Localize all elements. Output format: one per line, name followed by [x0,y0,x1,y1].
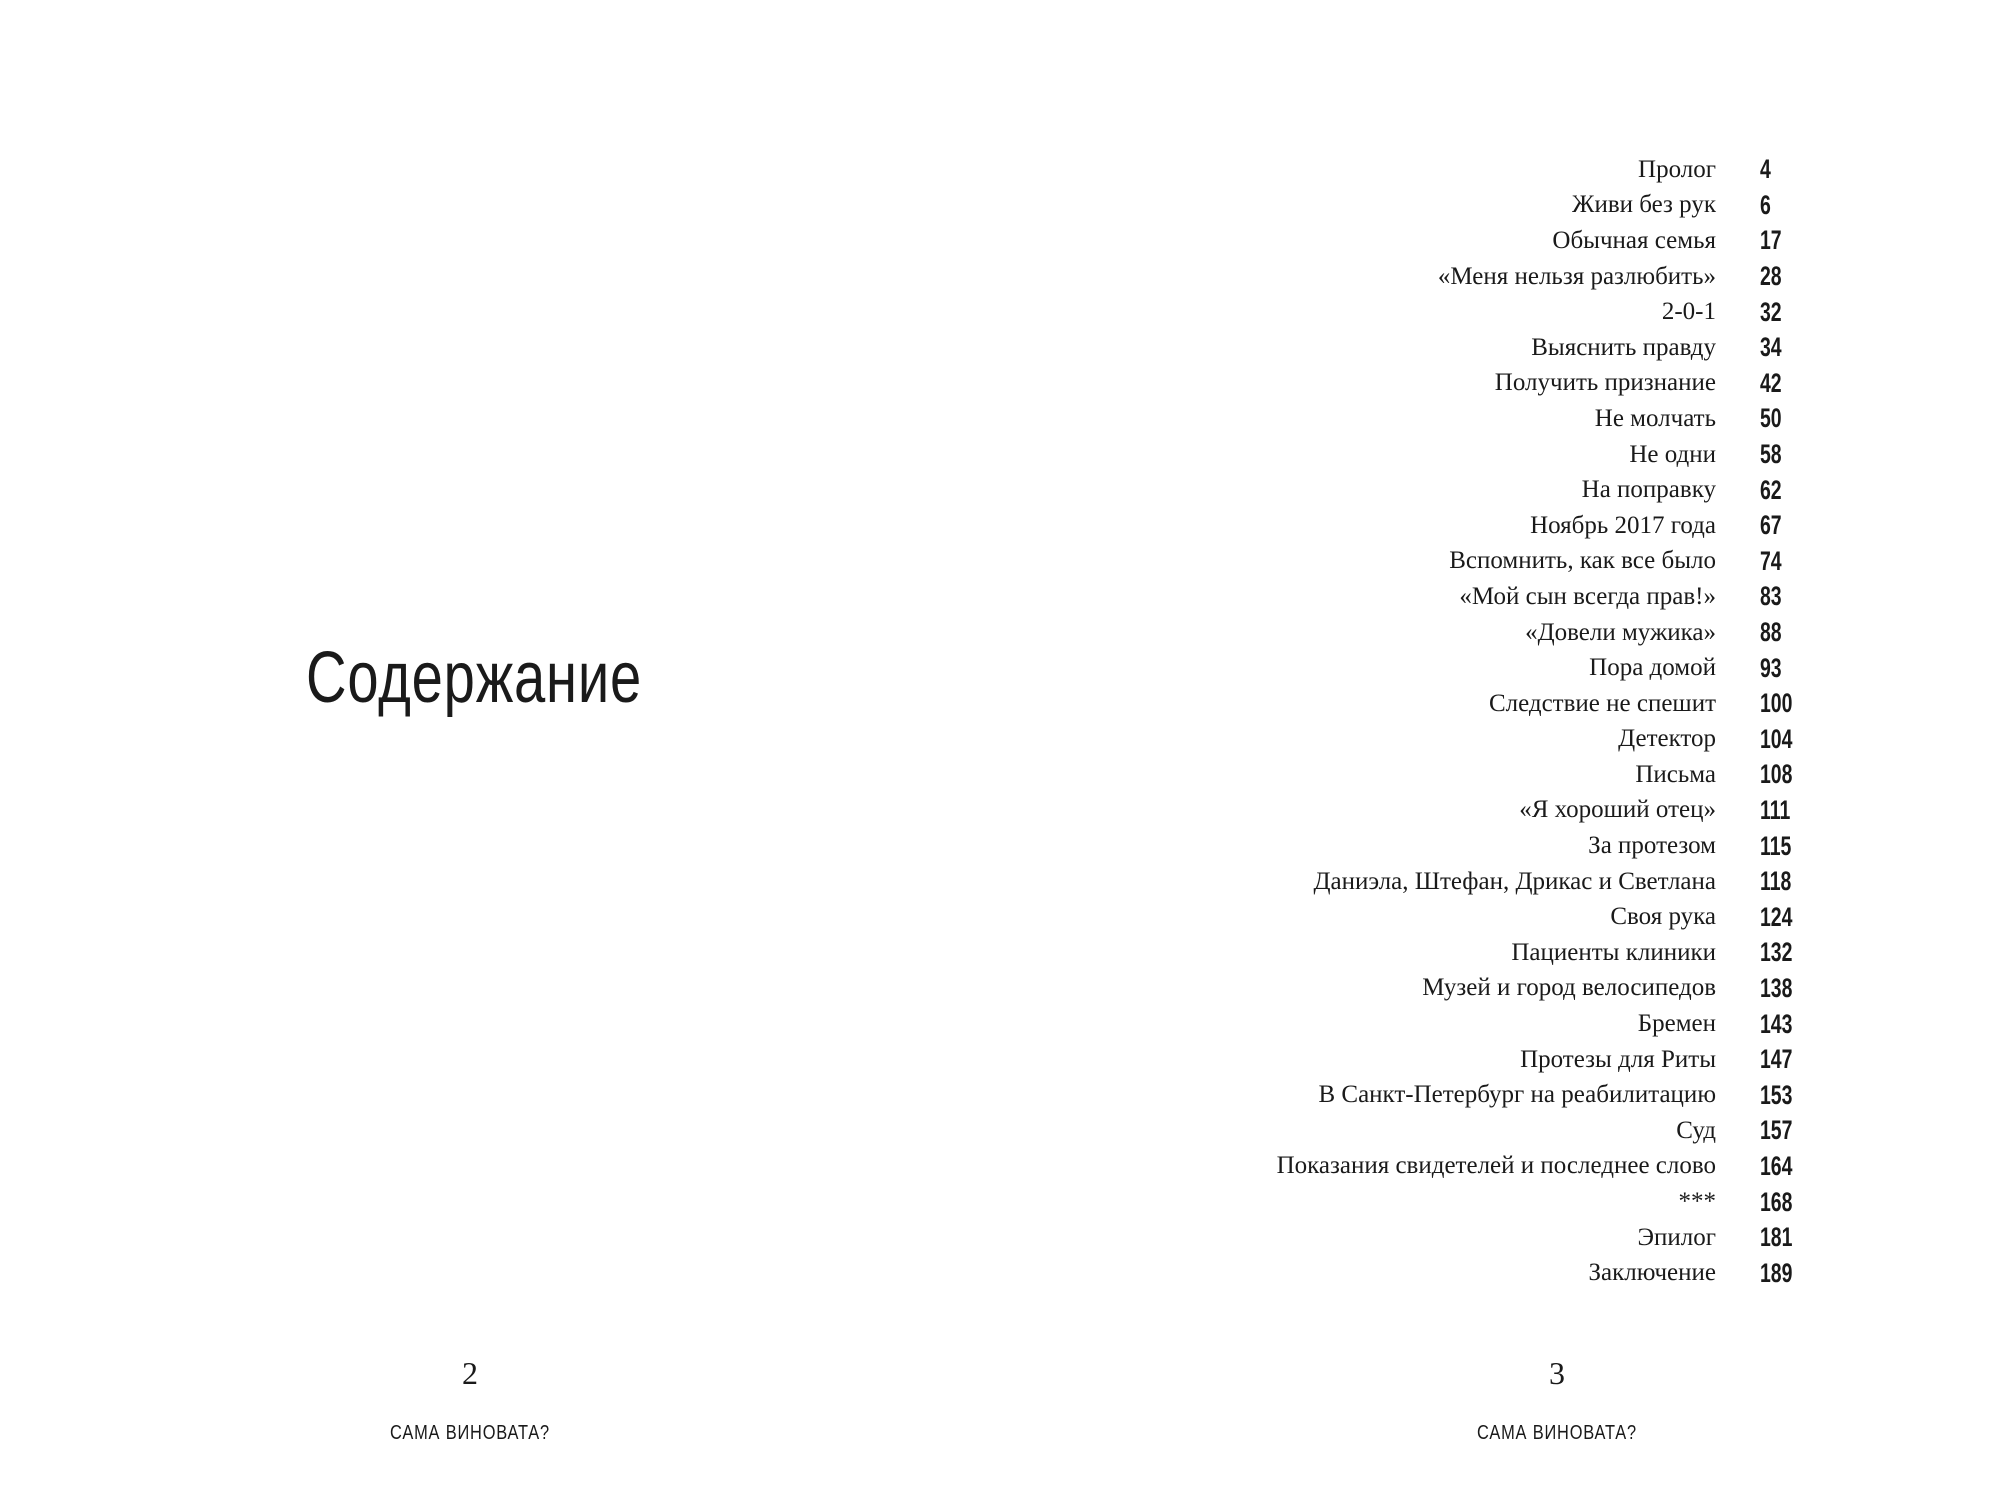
page-number-right: 3 [1549,1355,1565,1391]
table-of-contents [1277,152,1820,1291]
toc-entry-page: 32 [1760,296,1782,327]
toc-entry-title: Протезы для Риты [1520,1045,1716,1073]
toc-entry-title: *** [1678,1188,1716,1216]
toc-entry-title: Детектор [1618,725,1716,753]
toc-entry-page: 74 [1760,545,1782,576]
toc-entry-page: 58 [1760,439,1782,470]
toc-entry-title: Не одни [1629,440,1716,468]
toc-entry[interactable] [1277,615,1820,651]
toc-entry-title: Не молчать [1594,404,1716,432]
toc-entry[interactable] [1277,757,1820,793]
toc-entry-title: Получить признание [1494,369,1716,397]
toc-entry-title: «Я хороший отец» [1519,796,1716,824]
toc-entry[interactable] [1277,401,1820,437]
toc-entry-title: Показания свидетелей и последнее слово [1276,1152,1716,1180]
toc-entry-page: 83 [1760,581,1782,612]
toc-entry-title: «Мой сын всегда прав!» [1459,582,1716,610]
toc-entry-page: 42 [1760,367,1782,398]
toc-entry-page: 168 [1760,1186,1793,1217]
toc-entry-title: На поправку [1581,476,1716,504]
toc-entry-page: 157 [1760,1115,1793,1146]
toc-entry[interactable] [1277,437,1820,473]
toc-entry-title: Живи без рук [1572,191,1716,219]
toc-entry[interactable] [1277,294,1820,330]
toc-entry-title: Вспомнить, как все было [1449,547,1716,575]
toc-entry[interactable] [1277,864,1820,900]
toc-entry[interactable] [1277,1220,1820,1256]
toc-entry-page: 181 [1760,1222,1793,1253]
toc-entry-title: «Меня нельзя разлюбить» [1437,262,1716,290]
toc-entry[interactable] [1277,544,1820,580]
toc-entry-page: 111 [1760,794,1791,825]
toc-entry-page: 104 [1760,723,1793,754]
toc-entry[interactable] [1277,1149,1820,1185]
toc-entry-title: Бремен [1637,1010,1716,1038]
running-footer-left: САМА ВИНОВАТА? [390,1422,550,1444]
toc-entry-page: 34 [1760,332,1782,363]
toc-entry[interactable] [1277,330,1820,366]
toc-entry-title: За протезом [1588,832,1716,860]
toc-entry-title: Пролог [1638,155,1716,183]
toc-entry-title: Ноябрь 2017 года [1530,511,1716,539]
toc-entry[interactable] [1277,1006,1820,1042]
toc-entry-title: В Санкт-Петербург на реабилитацию [1318,1081,1716,1109]
toc-entry[interactable] [1277,793,1820,829]
toc-entry[interactable] [1277,152,1820,188]
page-number-left: 2 [462,1355,478,1391]
toc-entry-title: Выяснить правду [1531,333,1716,361]
toc-entry[interactable] [1277,935,1820,971]
toc-entry[interactable] [1277,223,1820,259]
toc-entry[interactable] [1277,1113,1820,1149]
toc-entry[interactable] [1277,686,1820,722]
toc-entry-title: Своя рука [1610,903,1716,931]
toc-entry-title: Суд [1676,1116,1716,1144]
toc-entry[interactable] [1277,1077,1820,1113]
toc-entry[interactable] [1277,472,1820,508]
toc-entry-page: 115 [1760,830,1792,861]
toc-entry-title: 2-0-1 [1661,298,1716,326]
toc-entry-page: 50 [1760,403,1782,434]
toc-entry-title: Пора домой [1589,654,1716,682]
toc-entry[interactable] [1277,508,1820,544]
toc-entry-page: 189 [1760,1257,1793,1288]
toc-entry[interactable] [1277,188,1820,224]
toc-entry-page: 153 [1760,1079,1793,1110]
toc-entry-title: Обычная семья [1552,226,1716,254]
right-page [1000,0,2000,1500]
toc-entry-page: 138 [1760,972,1793,1003]
toc-entry-title: Музей и город велосипедов [1422,974,1716,1002]
toc-entry[interactable] [1277,722,1820,758]
toc-entry-page: 17 [1760,225,1782,256]
toc-entry-title: Заключение [1588,1259,1716,1287]
toc-entry[interactable] [1277,971,1820,1007]
running-footer-right: САМА ВИНОВАТА? [1477,1422,1637,1444]
toc-entry[interactable] [1277,579,1820,615]
toc-entry-title: Эпилог [1637,1223,1716,1251]
toc-entry-page: 67 [1760,510,1782,541]
toc-entry[interactable] [1277,899,1820,935]
toc-entry-page: 147 [1760,1044,1793,1075]
toc-entry-page: 164 [1760,1150,1793,1181]
toc-entry[interactable] [1277,259,1820,295]
toc-entry[interactable] [1277,828,1820,864]
toc-entry-title: Письма [1635,760,1716,788]
toc-entry[interactable] [1277,1042,1820,1078]
toc-entry-page: 143 [1760,1008,1793,1039]
contents-heading: Содержание [306,638,643,718]
toc-entry[interactable] [1277,650,1820,686]
toc-entry[interactable] [1277,1184,1820,1220]
toc-entry-page: 6 [1760,189,1771,220]
toc-entry-page: 93 [1760,652,1782,683]
toc-entry-page: 88 [1760,617,1782,648]
toc-entry-page: 4 [1760,154,1771,185]
toc-entry-page: 108 [1760,759,1793,790]
toc-entry-title: Пациенты клиники [1511,938,1716,966]
toc-entry-page: 118 [1760,866,1792,897]
toc-entry[interactable] [1277,366,1820,402]
toc-entry-page: 124 [1760,901,1793,932]
toc-entry-page: 132 [1760,937,1793,968]
toc-entry-page: 62 [1760,474,1782,505]
toc-entry-page: 28 [1760,261,1782,292]
toc-entry-page: 100 [1760,688,1793,719]
toc-entry[interactable] [1277,1255,1820,1291]
toc-entry-title: Следствие не спешит [1488,689,1716,717]
toc-entry-title: Даниэла, Штефан, Дрикас и Светлана [1313,867,1716,895]
toc-entry-title: «Довели мужика» [1525,618,1716,646]
